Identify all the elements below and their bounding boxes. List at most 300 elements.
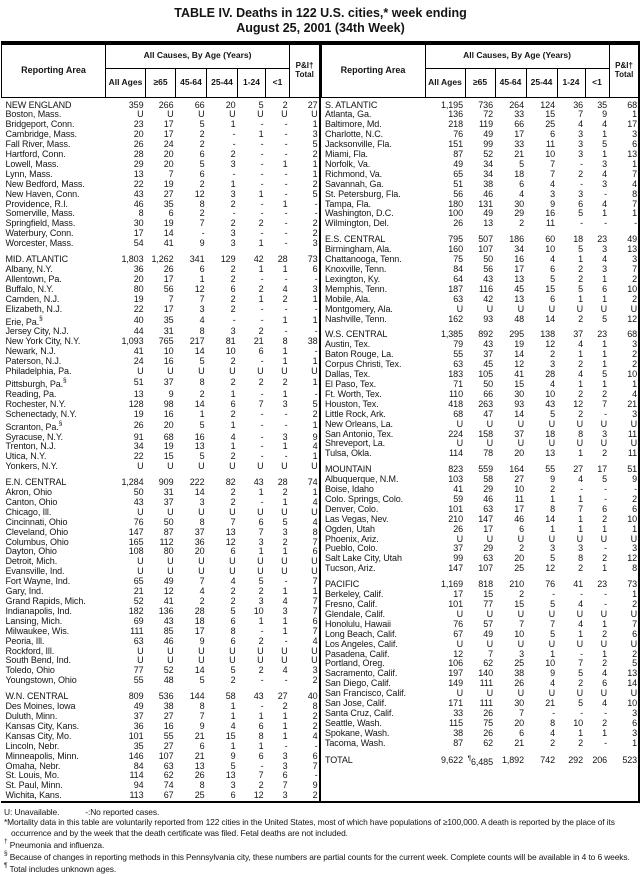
value-cell: 38 (514, 668, 524, 679)
value-cell: 37 (194, 526, 205, 537)
value-cell: 98 (163, 398, 174, 409)
value-cell: 5 (602, 369, 608, 380)
value-cell: 30 (514, 388, 524, 399)
value-cell: 3 (258, 596, 264, 606)
age-col-header: ≥65 (146, 68, 176, 97)
value-cell: 99 (483, 139, 493, 150)
area-cell: Evansville, Ind. (5, 567, 65, 577)
value-cell: U (198, 506, 205, 517)
right-panel (321, 44, 641, 802)
value-cell: 1 (312, 420, 318, 431)
value-cell: 12 (225, 536, 236, 547)
value-cell: - (232, 168, 236, 179)
region-row (2, 692, 320, 702)
value-cell: 147 (128, 526, 144, 537)
value-cell: 6 (632, 717, 638, 728)
value-cell: 171 (448, 698, 463, 709)
city-row (321, 150, 639, 160)
value-cell: 1 (312, 487, 318, 498)
value-cell: 41 (573, 579, 583, 590)
value-cell: 8 (138, 208, 144, 219)
value-cell: - (604, 218, 608, 229)
value-cell: 6 (312, 264, 318, 274)
value-cell: 20 (225, 99, 236, 110)
value-cell: - (604, 408, 608, 419)
value-cell: 84 (453, 264, 463, 274)
city-row (321, 475, 639, 485)
value-cell: 107 (158, 750, 174, 761)
area-cell: San Diego, Calif. (325, 679, 391, 689)
value-cell: 7 (199, 218, 205, 229)
area-cell: Phoenix, Ariz. (325, 534, 379, 544)
value-cell: 2 (282, 293, 288, 304)
value-cell: 17 (597, 464, 608, 475)
value-cell: 2 (258, 377, 264, 388)
value-cell: U (167, 566, 174, 577)
city-row (2, 315, 320, 328)
value-cell: 6 (602, 283, 608, 294)
value-cell: 2 (312, 720, 318, 731)
value-cell: 3 (230, 158, 236, 169)
value-cell: 65 (453, 168, 463, 179)
value-cell: 2 (578, 313, 583, 324)
city-row (321, 630, 639, 640)
value-cell: 5 (312, 398, 318, 409)
value-cell: 6 (519, 523, 524, 534)
value-cell: 222 (189, 477, 205, 488)
value-cell: U (229, 461, 236, 472)
value-cell: 736 (478, 99, 493, 110)
city-row (321, 709, 639, 719)
area-cell: Youngstown, Ohio (5, 676, 77, 686)
value-cell: 67 (453, 628, 463, 639)
value-cell: 1 (602, 129, 608, 140)
value-cell: 41 (163, 596, 174, 606)
value-cell: 103 (448, 474, 463, 485)
value-cell: 26 (194, 770, 205, 781)
value-cell: 1 (578, 448, 583, 459)
value-cell: 55 (163, 730, 174, 741)
value-cell: 21 (627, 398, 638, 409)
footnote: *Mortality data in this table are voluntarily reported from 122 cities in the United States, most of which have populations of ≥100,000. A death is reported by the place of its occurrence and by the week that the death certificate was filed. Fetal deaths are not included. (4, 817, 615, 838)
area-cell: Knoxville, Tenn. (325, 265, 387, 274)
value-cell: 264 (509, 99, 524, 110)
value-cell: 34 (483, 168, 493, 179)
value-cell: 20 (163, 158, 174, 169)
area-cell: El Paso, Tex. (325, 379, 377, 389)
value-cell: 2 (230, 487, 236, 498)
value-cell: - (634, 484, 638, 495)
area-cell: E.S. CENTRAL (325, 235, 386, 245)
value-cell: 1 (602, 648, 608, 659)
value-cell: 1 (230, 420, 236, 431)
value-cell: - (284, 326, 288, 337)
area-cell: Yonkers, N.Y. (5, 462, 58, 472)
value-cell: - (260, 208, 264, 219)
value-cell: - (284, 168, 288, 179)
value-cell: 1,803 (121, 254, 144, 265)
value-cell: - (284, 451, 288, 462)
value-cell: 1 (199, 408, 205, 419)
value-cell: - (604, 599, 608, 609)
value-cell: 76 (133, 516, 144, 527)
value-cell: 9 (632, 474, 638, 485)
value-cell: 4 (230, 576, 236, 587)
value-cell: 160 (448, 244, 463, 255)
value-cell: 43 (253, 691, 264, 702)
value-cell: 8 (578, 428, 583, 439)
value-cell: 85 (163, 625, 174, 636)
value-cell: 1,262 (151, 254, 174, 265)
value-cell: 1 (578, 493, 583, 504)
area-cell: Bridgeport, Conn. (5, 120, 75, 130)
area-cell: Mobile, Ala. (325, 294, 371, 304)
value-cell: 6 (199, 740, 205, 751)
value-cell: U (517, 303, 524, 314)
value-cell: - (260, 625, 264, 636)
value-cell: 7 (488, 648, 493, 659)
area-cell: Salt Lake City, Utah (325, 554, 402, 564)
region-row (2, 97, 320, 110)
age-col-header: ≥65 (465, 68, 495, 97)
value-cell: U (600, 533, 608, 544)
value-cell: 28 (133, 149, 144, 160)
value-cell: 41 (133, 346, 144, 357)
city-row (2, 400, 320, 410)
area-cell: Portland, Oreg. (325, 659, 385, 669)
value-cell: 136 (448, 109, 463, 120)
value-cell: 8 (632, 188, 638, 199)
value-cell: 49 (483, 129, 493, 140)
area-cell: Jacksonville, Fla. (325, 140, 392, 150)
city-row (321, 640, 639, 650)
value-cell: 5 (199, 356, 205, 367)
value-cell: 6 (602, 503, 608, 514)
value-cell: 29 (483, 484, 493, 495)
value-cell: 27 (163, 740, 174, 751)
value-cell: 63 (453, 293, 463, 304)
value-cell: 2 (230, 303, 236, 314)
city-row (2, 732, 320, 742)
value-cell: 5 (230, 665, 236, 676)
value-cell: 101 (448, 599, 463, 609)
value-cell: - (260, 496, 264, 507)
value-cell: 1 (282, 546, 288, 557)
value-cell: 19 (514, 339, 524, 350)
value-cell: 9 (168, 388, 174, 399)
value-cell: 2 (602, 717, 608, 728)
value-cell: 3 (312, 129, 318, 140)
table-title (1, 6, 640, 36)
value-cell: 15 (483, 589, 493, 600)
value-cell: 3 (578, 543, 583, 554)
city-row (2, 587, 320, 597)
value-cell: 1 (312, 293, 318, 304)
value-cell: 10 (627, 283, 638, 294)
value-cell: 144 (189, 691, 205, 702)
city-row (321, 729, 639, 739)
value-cell: 74 (307, 477, 318, 488)
city-row (2, 295, 320, 305)
value-cell: 17 (133, 228, 144, 239)
value-cell: 17 (163, 119, 174, 130)
value-cell: 51 (627, 464, 638, 475)
area-cell: Tampa, Fla. (325, 199, 371, 209)
value-cell: - (260, 408, 264, 419)
value-cell: 2 (578, 388, 583, 399)
value-cell: U (486, 533, 493, 544)
area-cell: Somerville, Mass. (5, 209, 75, 219)
value-cell: 13 (627, 244, 638, 255)
area-cell: S. ATLANTIC (325, 99, 378, 110)
value-cell: 12 (163, 586, 174, 597)
value-cell: 1,195 (440, 99, 463, 110)
city-row (2, 180, 320, 190)
city-row (2, 150, 320, 160)
value-cell: 2 (602, 553, 608, 564)
city-row (321, 525, 639, 535)
value-cell: 1 (312, 315, 318, 326)
value-cell: 23 (133, 119, 144, 130)
value-cell: 20 (163, 149, 174, 160)
value-cell: 6 (199, 149, 205, 160)
value-cell: 4 (282, 283, 288, 294)
value-cell: 1 (312, 377, 318, 388)
legend-line (4, 807, 637, 817)
value-cell: 2 (578, 737, 583, 748)
value-cell: 2 (258, 665, 264, 676)
area-cell: Los Angeles, Calif. (325, 639, 398, 649)
value-cell: 8 (230, 625, 236, 636)
value-cell: U (281, 461, 288, 472)
city-row (2, 452, 320, 462)
value-cell: 765 (158, 336, 174, 347)
area-cell: Canton, Ohio (5, 497, 58, 507)
value-cell: 292 (568, 755, 583, 766)
value-cell: 21 (194, 750, 205, 761)
value-cell: 1 (282, 710, 288, 721)
value-cell: 6 (258, 346, 264, 357)
value-cell: 16 (194, 431, 205, 442)
value-cell: U (548, 303, 555, 314)
value-cell: 27 (163, 188, 174, 199)
area-cell: Peoria, Ill. (5, 636, 45, 646)
city-row (321, 699, 639, 709)
value-cell: 3 (578, 129, 583, 140)
value-cell: 51 (453, 178, 463, 189)
value-cell: 1 (282, 625, 288, 636)
total-row (321, 755, 639, 768)
value-cell: 66 (514, 119, 524, 130)
value-cell: 17 (514, 129, 524, 140)
value-cell: 6 (168, 208, 174, 219)
area-cell: Washington, D.C. (325, 209, 394, 219)
value-cell: 7 (519, 707, 524, 718)
value-cell: 35 (133, 740, 144, 751)
value-cell: 559 (478, 464, 493, 475)
value-cell: 35 (597, 99, 608, 110)
value-cell: 6 (550, 264, 555, 274)
value-cell: 13 (627, 149, 638, 160)
area-cell: Elizabeth, N.J. (5, 304, 63, 314)
value-cell: 41 (163, 238, 174, 249)
value-cell: 180 (448, 198, 463, 209)
value-cell: 49 (627, 234, 638, 245)
value-cell: 30 (133, 218, 144, 229)
value-cell: - (232, 139, 236, 150)
value-cell: 742 (540, 755, 555, 766)
value-cell: 36 (133, 264, 144, 274)
value-cell: 31 (163, 487, 174, 498)
value-cell: U (281, 566, 288, 577)
value-cell: - (284, 208, 288, 219)
value-cell: 2 (282, 536, 288, 547)
value-cell: 7 (550, 168, 555, 179)
city-row (321, 495, 639, 505)
value-cell: 10 (627, 698, 638, 709)
value-cell: 3 (282, 750, 288, 761)
value-cell: 2 (550, 349, 555, 360)
value-cell: 13 (514, 273, 524, 284)
area-cell: Wichita, Kans. (5, 791, 62, 801)
value-cell: U (281, 109, 288, 120)
value-cell: U (600, 303, 608, 314)
right-table-header (321, 44, 639, 97)
value-cell: 2 (230, 377, 236, 388)
value-cell: 84 (133, 760, 144, 771)
value-cell: 4 (602, 698, 608, 709)
value-cell: 2 (632, 273, 638, 284)
value-cell: U (576, 418, 583, 429)
value-cell: 6 (230, 635, 236, 646)
value-cell: 49 (483, 628, 493, 639)
value-cell: 2 (519, 543, 524, 554)
value-cell: 2 (578, 273, 583, 284)
value-cell: 1 (282, 264, 288, 274)
area-cell: Erie, Pa.§ (5, 314, 43, 327)
value-cell: 28 (194, 605, 205, 616)
value-cell: U (229, 566, 236, 577)
value-cell: 4 (230, 720, 236, 731)
value-cell: U (137, 645, 144, 656)
value-cell: 80 (133, 283, 144, 294)
value-cell: 72 (483, 109, 493, 120)
value-cell: 1 (632, 208, 638, 219)
value-cell: 6 (578, 198, 583, 209)
value-cell: 3 (578, 139, 583, 150)
area-cell: Glendale, Calif. (325, 609, 385, 619)
value-cell: 4 (550, 254, 555, 265)
area-cell: Atlanta, Ga. (325, 110, 372, 120)
area-cell: Spokane, Wash. (325, 728, 390, 738)
value-cell: 16 (545, 208, 555, 219)
value-cell: U (198, 109, 205, 120)
city-row (2, 781, 320, 791)
area-cell: Rockford, Ill. (5, 646, 55, 656)
value-cell: 15 (514, 378, 524, 389)
value-cell: 46 (514, 513, 524, 524)
area-cell: Omaha, Nebr. (5, 761, 61, 771)
value-cell: 15 (514, 599, 524, 609)
value-cell: 2 (258, 326, 264, 337)
value-cell: 11 (627, 428, 638, 439)
value-cell: 4 (312, 635, 318, 646)
value-cell: 19 (163, 178, 174, 189)
value-cell: 5 (282, 516, 288, 527)
value-cell: 186 (509, 234, 524, 245)
value-cell: 2 (550, 484, 555, 495)
value-cell: 50 (133, 487, 144, 498)
city-row (2, 771, 320, 781)
value-cell: 82 (225, 477, 236, 488)
value-cell: 10 (627, 513, 638, 524)
value-cell: 91 (133, 431, 144, 442)
value-cell: 101 (128, 730, 144, 741)
area-cell: Santa Cruz, Calif. (325, 708, 394, 718)
value-cell: 2 (199, 596, 205, 606)
value-cell: 164 (509, 464, 524, 475)
city-row (321, 170, 639, 180)
value-cell: 8 (199, 198, 205, 209)
value-cell: 11 (514, 493, 524, 504)
area-cell: Minneapolis, Minn. (5, 751, 79, 761)
value-cell: 2 (258, 218, 264, 229)
value-cell: 1 (602, 523, 608, 534)
area-cell: Philadelphia, Pa. (5, 367, 72, 377)
value-cell: - (284, 238, 288, 249)
city-row (2, 120, 320, 130)
value-cell: 26 (453, 218, 463, 229)
value-cell: 3 (230, 188, 236, 199)
value-cell: 1 (282, 315, 288, 326)
value-cell: 22 (133, 451, 144, 462)
value-cell: 10 (545, 658, 555, 669)
value-cell: 56 (163, 283, 174, 294)
area-cell: Montgomery, Ala. (325, 304, 393, 314)
value-cell: 46 (483, 493, 493, 504)
value-cell: 1 (602, 349, 608, 360)
value-cell: 21 (514, 737, 524, 748)
value-cell: - (284, 303, 288, 314)
value-cell: 60 (545, 234, 555, 245)
value-cell: - (260, 168, 264, 179)
value-cell: 9 (199, 635, 205, 646)
city-row (2, 390, 320, 400)
value-cell: U (548, 533, 555, 544)
value-cell: 36 (133, 720, 144, 731)
value-cell: - (580, 707, 583, 718)
value-cell: 13 (133, 388, 144, 399)
area-cell: Baltimore, Md. (325, 120, 382, 130)
value-cell: U (311, 461, 318, 472)
value-cell: 7 (312, 596, 318, 606)
city-row (2, 567, 320, 577)
value-cell: 2 (602, 388, 608, 399)
value-cell: ¶6,485 (467, 754, 493, 767)
value-cell: 3 (282, 760, 288, 771)
city-row (2, 347, 320, 357)
value-cell: U (257, 645, 264, 656)
value-cell: 45 (514, 283, 524, 294)
value-cell: 1 (258, 188, 264, 199)
area-cell: Baton Rouge, La. (325, 350, 394, 360)
value-cell: 2 (602, 658, 608, 669)
value-cell: 7 (199, 293, 205, 304)
value-cell: 12 (627, 313, 638, 324)
value-cell: 4 (632, 178, 638, 189)
region-row (321, 330, 639, 340)
area-cell: Milwaukee, Wis. (5, 626, 70, 636)
